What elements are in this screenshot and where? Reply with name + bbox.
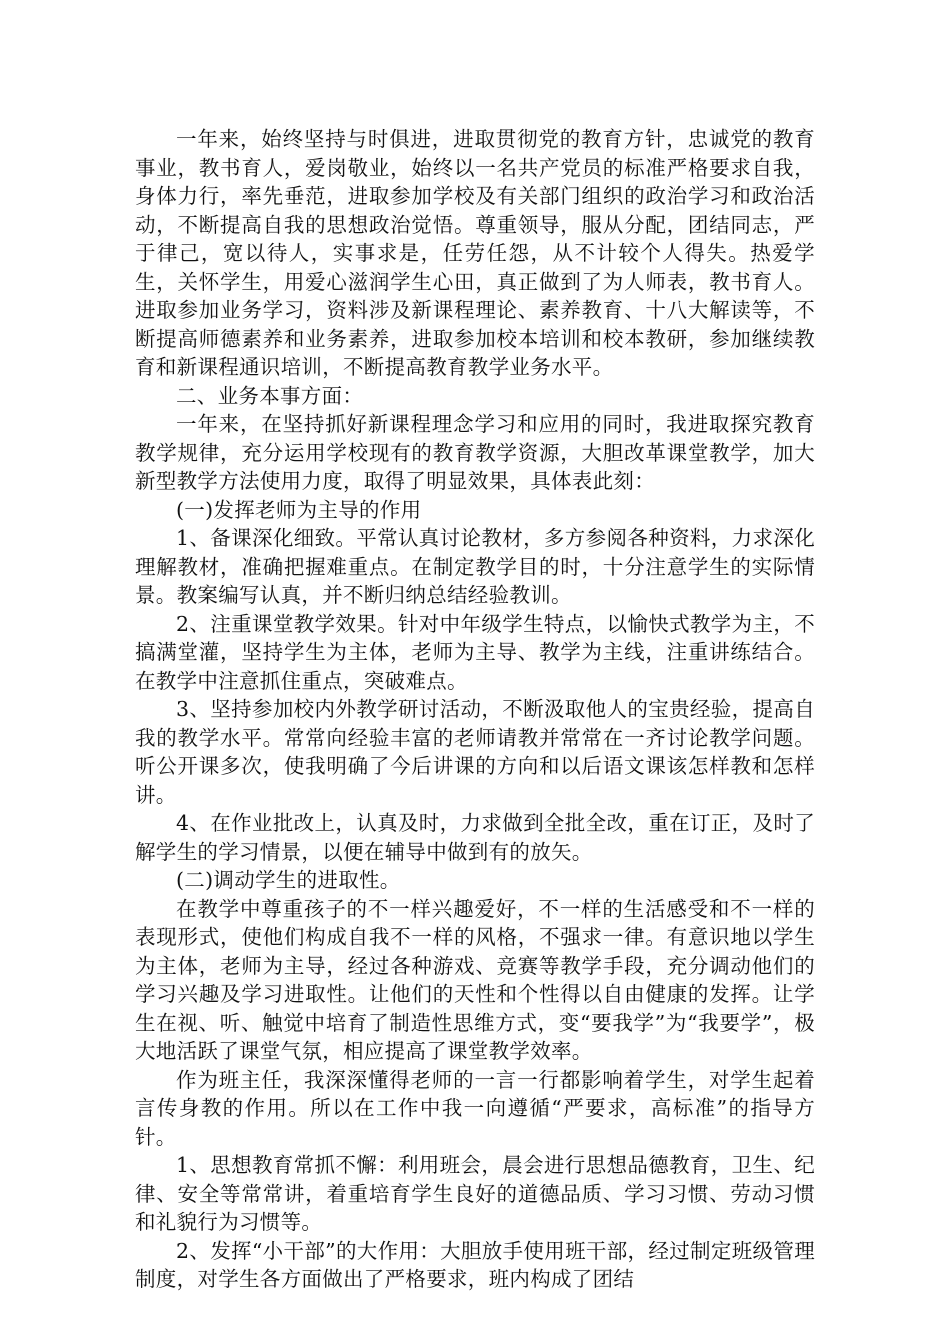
section-heading-professional-ability: 二、业务本事方面：	[176, 383, 364, 408]
paragraph-lesson-preparation: 1、备课深化细致。平常认真讨论教材，多方参阅各种资料，力求深化理解教材，准确把握难重点。在制定教学目的时，十分注意学生的实际情景。教案编写认真，并不断归纳总结经验教训。	[135, 526, 815, 607]
paragraph-teaching-research: 3、坚持参加校内外教学研讨活动，不断汲取他人的宝贵经验，提高自我的教学水平。常常向经验丰富的老师请教并常常在一齐讨论教学问题。听公开课多次，使我明确了今后讲课的方向和以后语文课该怎样教和怎样讲。	[135, 697, 815, 807]
paragraph-student-interests: 在教学中尊重孩子的不一样兴趣爱好，不一样的生活感受和不一样的表现形式，使他们构成自我不一样的风格，不强求一律。有意识地以学生为主体，老师为主导，经过各种游戏、竞赛等教学手段，充分调动他们的学习兴趣及学习进取性。让他们的天性和个性得以自由健康的发挥。让学生在视、听、触觉中培育了制造性思维方式，变“要我学”为“我要学”，极大地活跃了课堂气氛，相应提高了课堂教学效率。	[135, 896, 815, 1063]
paragraph-homework-correction: 4、在作业批改上，认真及时，力求做到全批全改，重在订正，及时了解学生的学习情景，以便在辅导中做到有的放矢。	[135, 811, 815, 864]
paragraph-class-teacher-role: 作为班主任，我深深懂得老师的一言一行都影响着学生，对学生起着言传身教的作用。所以在工作中我一向遵循“严要求，高标准”的指导方针。	[135, 1067, 815, 1149]
paragraph-classroom-effect: 2、注重课堂教学效果。针对中年级学生特点，以愉快式教学为主，不搞满堂灌，坚持学生为主体，老师为主导、教学为主线，注重讲练结合。在教学中注意抓住重点，突破难点。	[135, 611, 815, 693]
document-body	[135, 125, 815, 1294]
paragraph-teaching-reform: 一年来，在坚持抓好新课程理念学习和应用的同时，我进取探究教育教学规律，充分运用学校现有的教育教学资源，大胆改革课堂教学，加大新型教学方法使用力度，取得了明显效果，具体表此刻：	[135, 412, 815, 493]
paragraph-moral-education: 1、思想教育常抓不懈：利用班会，晨会进行思想品德教育，卫生、纪律、安全等常常讲，着重培育学生良好的道德品质、学习习惯、劳动习惯和礼貌行为习惯等。	[135, 1153, 815, 1234]
subheading-student-initiative: (二)调动学生的进取性。	[176, 868, 401, 892]
subheading-teacher-leading-role: (一)发挥老师为主导的作用	[176, 497, 422, 522]
paragraph-class-cadres: 2、发挥“小干部”的大作用：大胆放手使用班干部，经过制定班级管理制度，对学生各方面做出了严格要求，班内构成了团结	[135, 1238, 815, 1291]
paragraph-political-work: 一年来，始终坚持与时俱进，进取贯彻党的教育方针，忠诚党的教育事业，教书育人，爱岗敬业，始终以一名共产党员的标准严格要求自我，身体力行，率先垂范，进取参加学校及有关部门组织的政治学习和政治活动，不断提高自我的思想政治觉悟。尊重领导，服从分配，团结同志，严于律己，宽以待人，实事求是，任劳任怨，从不计较个人得失。热爱学生，关怀学生，用爱心滋润学生心田，真正做到了为人师表，教书育人。进取参加业务学习，资料涉及新课程理论、素养教育、十八大解读等，不断提高师德素养和业务素养，进取参加校本培训和校本教研，参加继续教育和新课程通识培训，不断提高教育教学业务水平。	[135, 127, 815, 379]
